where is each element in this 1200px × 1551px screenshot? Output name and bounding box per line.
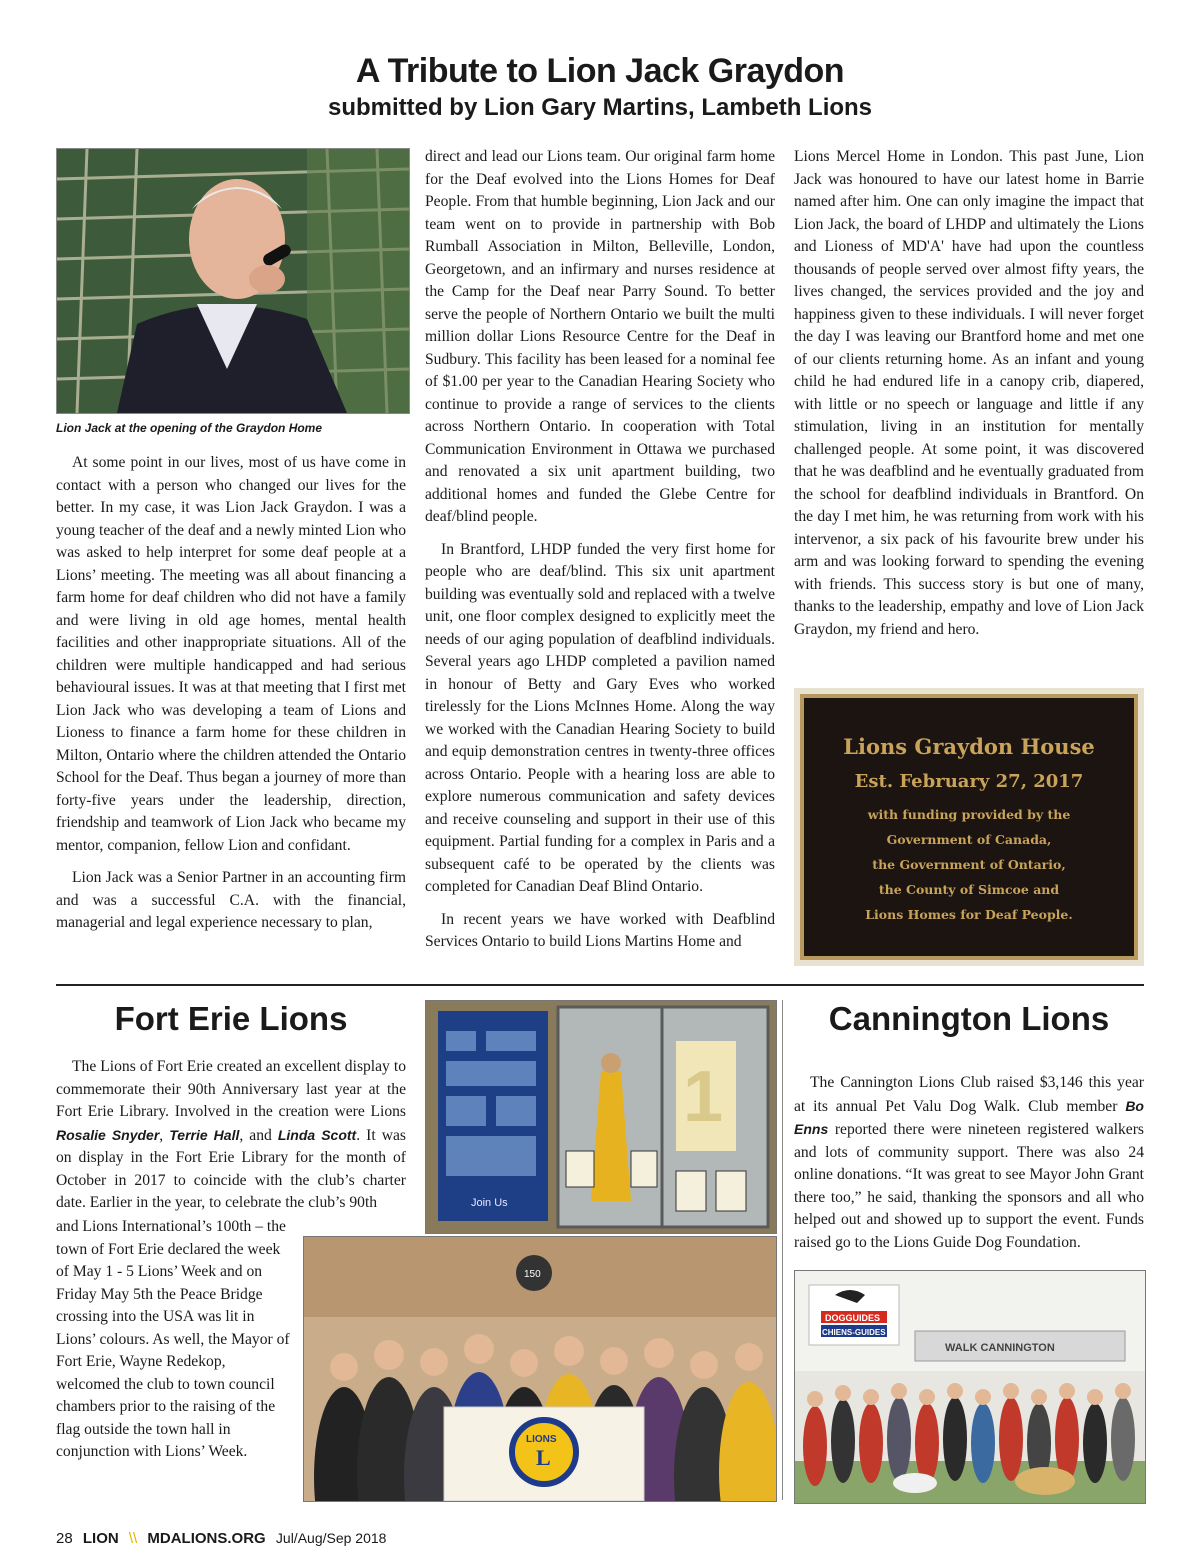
- tribute-column-2: [425, 146, 775, 964]
- tribute-paragraph: Lion Jack was a Senior Partner in an accounting firm and was a successful C.A. with the financial, managerial and legal experience necessary to plan,: [56, 869, 406, 931]
- svg-text:1: 1: [683, 1057, 724, 1137]
- plaque-text: the Government of Ontario,: [872, 857, 1066, 872]
- page-number: 28: [56, 1530, 73, 1547]
- tribute-column-3: [794, 146, 1144, 651]
- cannington-text-end: reported there were nineteen registered walkers and lots of community support. There was also 24 online donations. “It was great to see Mayor John Grant there too,” he said, thanking the sponsors and all who helped out and showed up to support the event. Funds raised go to the Lions Guide Dog Foundation.: [794, 1121, 1144, 1251]
- column-divider: [782, 1000, 783, 1500]
- tribute-paragraph: In recent years we have worked with Deafblind Services Ontario to build Lions Martins Home and: [425, 910, 775, 950]
- dog-walk-image: [795, 1271, 1145, 1503]
- anniversary-badge: 150: [524, 1269, 541, 1280]
- tribute-paragraph: direct and lead our Lions team. Our original farm home for the Deaf evolved into the Lions Homes for Deaf People. From that humble beginning, Lion Jack and our team went on to provide in partnership with Bob Rumball Association in Milton, Belleville, London, Georgetown, and an infirmary and nurses residence at the Camp for the Deaf near Parry Sound. To better serve the people of Northern Ontario we built the multi million dollar Lions Resource Centre for the Deaf in Sudbury. This facility has been leased for a nominal fee of $1.00 per year to the Canadian Hearing Society who continue to provide a range of services to the clients across Northern Ontario. In cooperation with Total Communication Environment in Ottawa we purchased and renovated a six unit apartment building, two additional homes and funded the Glebe Centre for deaf/blind people.: [425, 148, 775, 525]
- plaque-established: Est. February 27, 2017: [854, 771, 1084, 792]
- section-divider: [56, 984, 1144, 986]
- fort-erie-paragraph: [56, 1056, 406, 1215]
- library-display-image: [426, 1001, 776, 1233]
- group-photo-image: [304, 1237, 776, 1501]
- tribute-paragraph: At some point in our lives, most of us have come in contact with a person who changed our lives for the better. In my case, it was Lion Jack Graydon. I was a young teacher of the deaf and a newly minted Lion who was asked to help interpret for some deaf people at a Lions’ meeting. The meeting was all about financing a farm home for deaf children who did not have a family and were living in old age homes, mental health facilities and other inappropriate situations. All of the children were multiple handicapped and had serious behavioural issues. It was at that meeting that I first met Lion Jack who was developing a team of Lions and Lioness to finance a farm home for these children in Milton, Ontario where the children attended the Ontario School for the Deaf. Thus began a journey of more than forty-five years under the leadership, direction, friendship and teamwork of Lion Jack who became my mentor, companion, fellow Lion and confidant.: [56, 454, 406, 854]
- page-footer: [56, 1530, 386, 1547]
- dog-guides-logo: DOGGUIDES: [825, 1313, 881, 1323]
- library-display-photo: [425, 1000, 777, 1234]
- jack-graydon-photo: [56, 148, 410, 414]
- footer-separator: \\: [128, 1530, 138, 1547]
- cannington-paragraph: [794, 1072, 1144, 1254]
- tribute-paragraph: Lions Mercel Home in London. This past June, Lion Jack was honoured to have our latest home in Barrie named after him. One can only imagine the impact that Lion Jack, the board of LHDP and ultimately the Lions and Lioness of MD'A' have had upon the countless thousands of people served over almost fifty years, the lives changed, the services provided and the joy and happiness given to these individuals. I will never forget the day I was leaving our Brantford home and met one of our clients returning home. As an infant and young child he had endured life in a canopy crib, diapered, with little or no speech or language and little if any stimulation, living in an institution for mentally challenged people. At some point, it was discovered that he was deafblind and he eventually graduated from the school for deafblind individuals in Brantford. On the day I met him, he was returning from work with his intervenor, a six pack of his favourite brew under his arm and was looking forward to spending the evening with friends. This success story is but one of many, thanks to the leadership, empathy and love of Lion Jack Graydon, my friend and hero.: [794, 148, 1144, 638]
- plaque-text: with funding provided by the: [867, 807, 1071, 822]
- plaque-text: Government of Canada,: [886, 832, 1052, 847]
- svg-text:L: L: [536, 1445, 551, 1470]
- tribute-paragraph: In Brantford, LHDP funded the very first home for people who are deaf/blind. This six unit apartment building was eventually sold and replaced with a twelve unit, one floor complex designed to explicitly meet the needs of our aging population of deafblind individuals. Several years ago LHDP completed a pavilion named in honour of Betty and Gary Eves who worked tirelessly for the Lions McInnes Home. Along the way we worked with the Canadian Hearing Society to build and equip demonstration centres in twenty-three offices across Ontario. People with a hearing loss are able to explore numerous communication and safety devices and receive counseling and support in their use of this equipment. Partial funding for a complex in Paris and a subsequent café to be operated by the clients was completed for Canadian Deaf Blind Ontario.: [425, 540, 775, 895]
- page-title: A Tribute to Lion Jack Graydon: [355, 52, 845, 90]
- name-separator: , and: [239, 1126, 272, 1144]
- photo-caption: Lion Jack at the opening of the Graydon Home: [56, 421, 323, 435]
- graydon-house-plaque: [794, 688, 1144, 966]
- plaque-text: the County of Simcoe and: [878, 882, 1060, 897]
- fort-erie-narrow-text: [56, 1216, 290, 1464]
- member-name: Terrie Hall: [169, 1126, 240, 1143]
- fort-erie-text-start: The Lions of Fort Erie created an excellent display to commemorate their 90th Anniversary last year at the Fort Erie Library. Involved in the creation were Lions: [56, 1058, 406, 1120]
- flag-lions-text: LIONS: [526, 1434, 557, 1445]
- member-name: Bo Enns: [794, 1097, 1144, 1137]
- plaque-frame: [800, 694, 1138, 960]
- cannington-banner: WALK CANNINGTON: [945, 1342, 1055, 1354]
- join-us-label: Join Us: [471, 1197, 508, 1209]
- website: MDALIONS.ORG: [147, 1530, 266, 1547]
- plaque-title: Lions Graydon House: [843, 734, 1095, 759]
- fort-erie-paragraph-cont: and Lions International’s 100th – the town of Fort Erie declared the week of May 1 - 5 Lions’ Week and on Friday May 5th the Peace Bridge crossing into the USA was lit in Lions’ colours. As well, the Mayor of Fort Erie, Wayne Redekop, welcomed the club to town council chambers prior to the raising of the flag outside the town hall in conjunction with Lions’ Week.: [56, 1218, 290, 1460]
- issue-date: Jul/Aug/Sep 2018: [275, 1530, 387, 1546]
- member-name: Rosalie Snyder: [56, 1126, 160, 1143]
- fort-erie-text: [56, 1056, 406, 1215]
- fort-erie-heading: Fort Erie Lions: [114, 1000, 348, 1037]
- fort-erie-group-photo: [303, 1236, 777, 1502]
- chiens-guides-logo: CHIENS-GUIDES: [822, 1328, 886, 1337]
- cannington-text-start: The Cannington Lions Club raised $3,146 this year at its annual Pet Valu Dog Walk. Club member: [794, 1074, 1144, 1115]
- dog-walk-photo: [794, 1270, 1146, 1504]
- plaque-text: Lions Homes for Deaf People.: [865, 907, 1073, 922]
- cannington-text: [794, 1072, 1144, 1254]
- tribute-column-1: [56, 452, 406, 945]
- cannington-heading: Cannington Lions: [828, 1000, 1110, 1037]
- name-separator: ,: [159, 1126, 164, 1144]
- jack-graydon-photo-image: [57, 149, 409, 413]
- fort-erie-text-mid: . It was on display in the Fort Erie Library for the month of October in 2017 to coincide with the club’s charter date. Earlier in the year, to celebrate the club’s 90th: [56, 1126, 406, 1211]
- magazine-name: LION: [82, 1530, 119, 1547]
- member-name: Linda Scott: [277, 1126, 357, 1143]
- page-subtitle: submitted by Lion Gary Martins, Lambeth Lions: [327, 94, 873, 121]
